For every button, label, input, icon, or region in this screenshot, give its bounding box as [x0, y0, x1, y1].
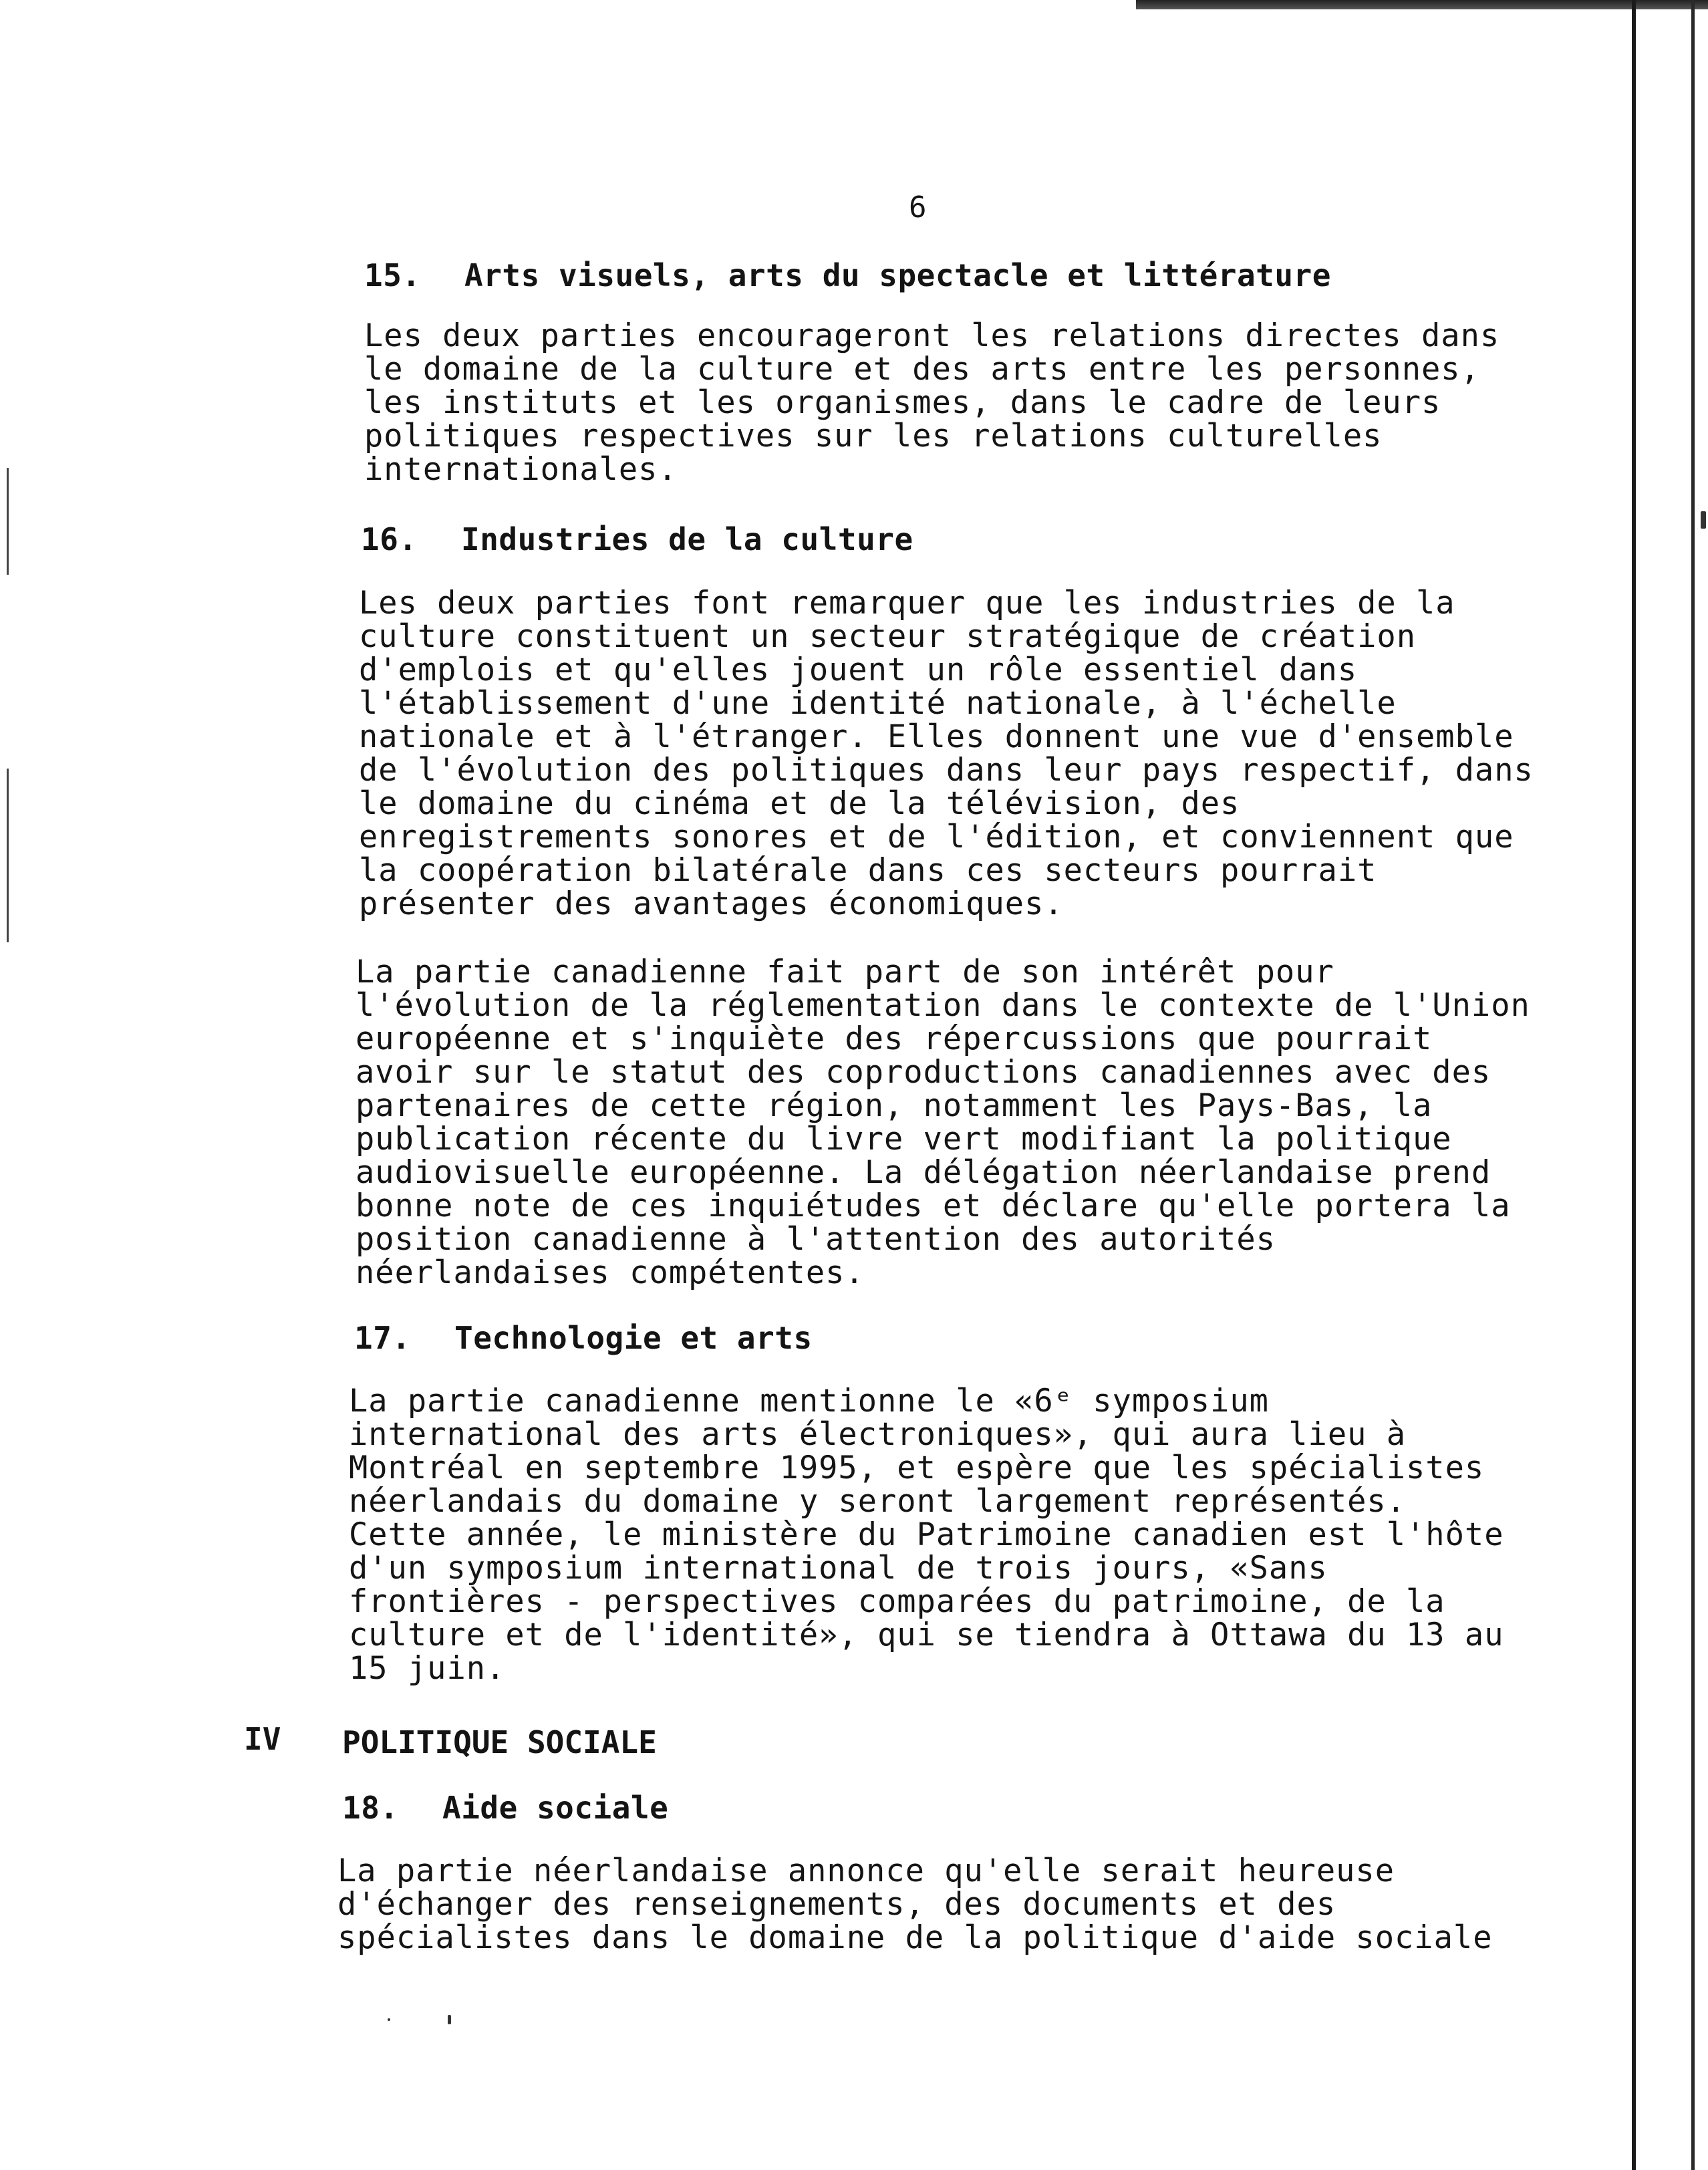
text-line: présenter des avantages économiques. [359, 886, 1064, 922]
section-roman-numeral: IV [244, 1721, 281, 1757]
page-number: 6 [909, 190, 927, 225]
text-line: néerlandais du domaine y seront largement représentés. [349, 1483, 1407, 1520]
text-line: Cette année, le ministère du Patrimoine canadien est l'hôte [349, 1516, 1504, 1553]
text-line: d'un symposium international de trois jours, «Sans [349, 1550, 1328, 1587]
text-line: Les deux parties encourageront les relations directes dans [364, 317, 1500, 354]
text-line: d'emplois et qu'elles jouent un rôle essentiel dans [359, 652, 1358, 688]
scan-speck [448, 2015, 451, 2024]
text-line: culture constituent un secteur stratégique de création [359, 618, 1417, 655]
text-line: audiovisuelle européenne. La délégation néerlandaise prend [355, 1154, 1491, 1191]
text-line: international des arts électroniques», qui aura lieu à [349, 1416, 1407, 1453]
text-line: culture et de l'identité», qui se tiendra à Ottawa du 13 au [349, 1617, 1504, 1653]
text-line: les instituts et les organismes, dans le cadre de leurs [364, 384, 1441, 421]
text-line: frontières - perspectives comparées du patrimoine, de la [349, 1583, 1445, 1620]
item-title: Industries de la culture [461, 521, 913, 557]
text-line: bonne note de ces inquiétudes et déclare qu'elle portera la [355, 1188, 1511, 1224]
item-number: 18. [342, 1790, 399, 1826]
text-line: La partie néerlandaise annonce qu'elle serait heureuse [337, 1853, 1395, 1889]
item-16-paragraph-2 [355, 956, 1530, 1290]
item-title: Technologie et arts [454, 1320, 813, 1356]
text-line: partenaires de cette région, notamment les Pays-Bas, la [355, 1087, 1433, 1124]
text-line: Les deux parties font remarquer que les industries de la [359, 585, 1455, 622]
scan-right-edge-outer [1691, 0, 1695, 2170]
text-line: le domaine du cinéma et de la télévision, des [359, 785, 1240, 822]
item-title: Aide sociale [442, 1790, 669, 1826]
text-line: 15 juin. [349, 1650, 506, 1687]
text-line: nationale et à l'étranger. Elles donnent une vue d'ensemble [359, 718, 1514, 755]
text-line: politiques respectives sur les relations culturelles [364, 418, 1383, 454]
section-title: POLITIQUE SOCIALE [342, 1724, 657, 1760]
item-18-heading [342, 1790, 668, 1826]
text-line: de l'évolution des politiques dans leur pays respectif, dans [359, 752, 1534, 789]
scan-speck [1701, 511, 1706, 529]
text-line: l'établissement d'une identité nationale, à l'échelle [359, 685, 1397, 722]
text-line: avoir sur le statut des coproductions canadiennes avec des [355, 1054, 1491, 1091]
item-number: 15. [364, 257, 421, 293]
text-line: Montréal en septembre 1995, et espère que les spécialistes [349, 1450, 1485, 1486]
text-line: le domaine de la culture et des arts entre les personnes, [364, 351, 1480, 388]
text-line: l'évolution de la réglementation dans le contexte de l'Union [355, 987, 1530, 1024]
item-18-paragraph [337, 1855, 1493, 1955]
item-17-paragraph [349, 1385, 1504, 1685]
item-number: 17. [354, 1320, 411, 1356]
item-15-heading [364, 257, 1331, 293]
text-line: La partie canadienne fait part de son intérêt pour [355, 954, 1334, 990]
text-line: enregistrements sonores et de l'édition, et conviennent que [359, 819, 1514, 855]
scan-top-edge [1136, 0, 1708, 9]
item-title: Arts visuels, arts du spectacle et littérature [464, 257, 1331, 293]
text-line: européenne et s'inquiète des répercussions que pourrait [355, 1021, 1433, 1057]
text-line: spécialistes dans le domaine de la politique d'aide sociale [337, 1919, 1493, 1956]
item-16-paragraph-1 [359, 587, 1534, 921]
item-16-heading [361, 521, 913, 557]
scan-right-edge [1632, 0, 1636, 2170]
text-line: d'échanger des renseignements, des documents et des [337, 1886, 1336, 1923]
scan-left-mark [7, 769, 14, 942]
scan-left-mark [7, 468, 14, 575]
item-15-paragraph [364, 319, 1500, 487]
text-line: position canadienne à l'attention des autorités [355, 1221, 1276, 1258]
text-line: publication récente du livre vert modifiant la politique [355, 1121, 1452, 1158]
item-17-heading [354, 1320, 813, 1356]
text-line: la coopération bilatérale dans ces secteurs pourrait [359, 852, 1377, 889]
text-line: La partie canadienne mentionne le «6ᵉ symposium [349, 1383, 1269, 1419]
text-line: internationales. [364, 451, 678, 488]
text-line: néerlandaises compétentes. [355, 1254, 865, 1291]
item-number: 16. [361, 521, 418, 557]
scan-speck [388, 2018, 390, 2021]
